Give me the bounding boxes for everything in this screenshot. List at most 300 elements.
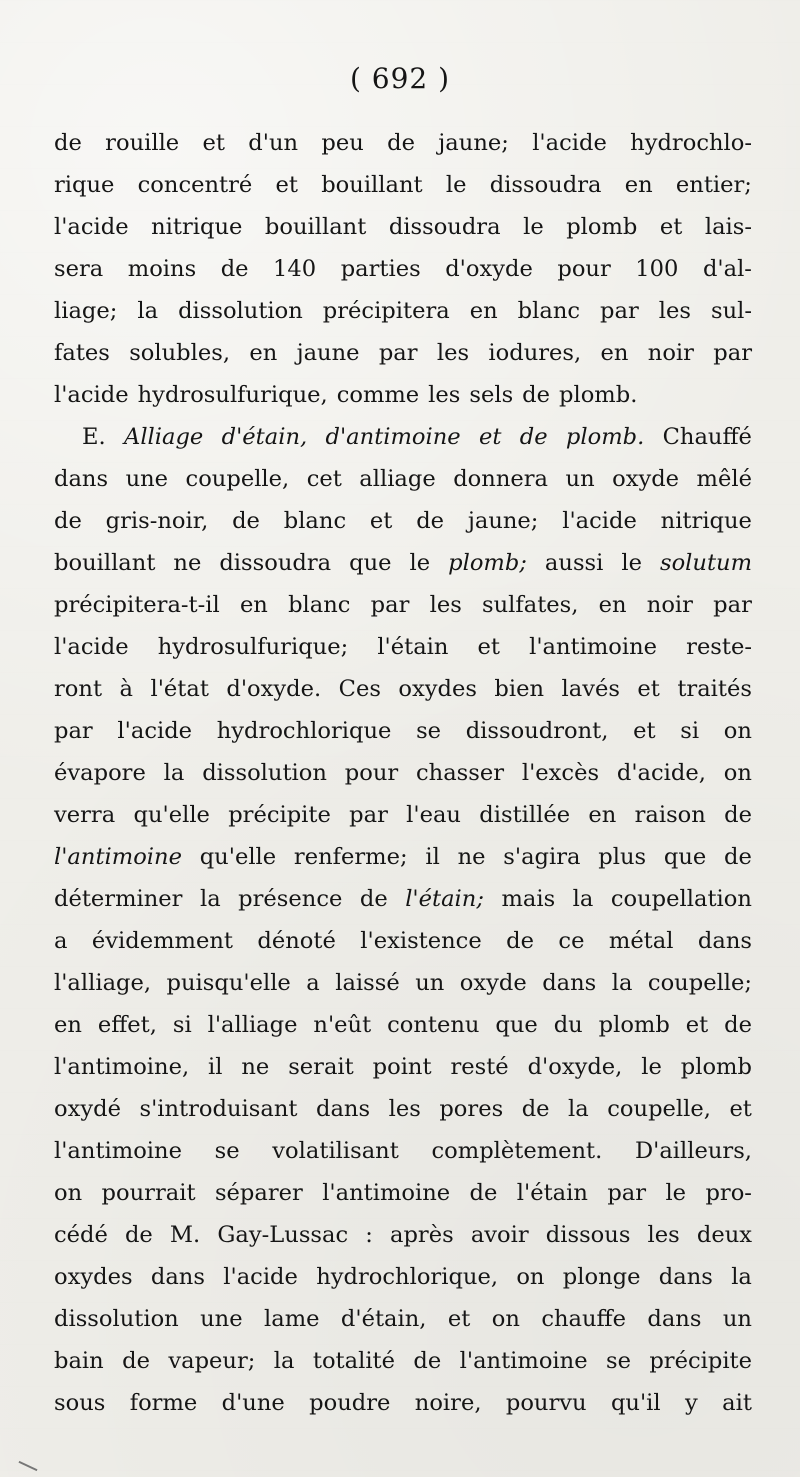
word: en xyxy=(239,592,268,618)
word: que xyxy=(349,550,392,576)
word: les xyxy=(436,340,470,366)
word: l'eau xyxy=(406,802,461,828)
text-line xyxy=(54,710,752,752)
word: iodures, xyxy=(488,340,582,366)
word: précipitera-t-il xyxy=(54,592,220,618)
word: en xyxy=(249,340,278,366)
text-line xyxy=(54,626,752,668)
word: par xyxy=(370,592,410,618)
word: de xyxy=(54,508,82,534)
word: la xyxy=(611,970,633,996)
text-line xyxy=(54,584,752,626)
word: d'étain, xyxy=(340,1306,427,1332)
word: l'antimoine xyxy=(54,1138,182,1164)
word: E. xyxy=(82,424,106,450)
text-line xyxy=(54,878,752,920)
word: Ces xyxy=(338,676,381,702)
word: par xyxy=(713,592,752,618)
word: un xyxy=(565,466,595,492)
word: a xyxy=(54,928,68,954)
word: séparer xyxy=(214,1180,303,1206)
word: mêlé xyxy=(696,466,752,492)
word: on xyxy=(491,1306,520,1332)
word: s'agira xyxy=(503,844,581,870)
word: dans xyxy=(658,1264,713,1290)
word: d'oxyde, xyxy=(527,1054,623,1080)
word: en xyxy=(54,1012,82,1038)
word: D'ailleurs, xyxy=(635,1138,752,1164)
word: de xyxy=(54,130,82,156)
word: coupellation xyxy=(610,886,752,912)
word: et xyxy=(202,130,225,156)
word: oxydes xyxy=(398,676,477,702)
word: jaune; xyxy=(438,130,509,156)
word: nitrique xyxy=(151,214,243,240)
word: d'acide, xyxy=(616,760,706,786)
word: coupelle, xyxy=(607,1096,711,1122)
word: ne xyxy=(457,844,486,870)
word: plus xyxy=(598,844,647,870)
word: l'antimoine xyxy=(322,1180,451,1206)
text-line xyxy=(54,668,752,710)
word: de xyxy=(522,382,551,408)
word: un xyxy=(415,970,445,996)
word: serait xyxy=(288,1054,354,1080)
italic-word: plomb; xyxy=(448,550,527,576)
text-line xyxy=(54,1382,752,1424)
word: comme xyxy=(336,382,420,408)
word: d'un xyxy=(248,130,299,156)
word: on xyxy=(723,760,752,786)
word: le xyxy=(445,172,467,198)
word: noire, xyxy=(414,1390,482,1416)
word: contenu xyxy=(387,1012,480,1038)
italic-word: de xyxy=(519,424,548,450)
text-line xyxy=(54,1088,752,1130)
word: reste- xyxy=(686,634,752,660)
word: dissoudra xyxy=(388,214,501,240)
word: de xyxy=(724,1012,752,1038)
word: dénoté xyxy=(257,928,336,954)
word: n'eût xyxy=(313,1012,372,1038)
word: présence xyxy=(238,886,343,912)
word: pro- xyxy=(705,1180,752,1206)
word: par xyxy=(713,340,752,366)
word: se xyxy=(214,1138,240,1164)
page-number: ( 692 ) xyxy=(349,62,451,95)
word: l'acide xyxy=(532,130,607,156)
word: dans xyxy=(647,1306,702,1332)
word: par xyxy=(349,802,388,828)
word: une xyxy=(200,1306,243,1332)
word: par xyxy=(600,298,639,324)
word: et xyxy=(477,634,500,660)
word: l'antimoine xyxy=(459,1348,588,1374)
word: hydrosulfurique, xyxy=(137,382,328,408)
word: bouillant xyxy=(264,214,367,240)
word: dissolution xyxy=(202,760,327,786)
italic-word: plomb. xyxy=(565,424,645,450)
word: bien xyxy=(494,676,545,702)
word: rouille xyxy=(105,130,180,156)
word: poudre xyxy=(309,1390,391,1416)
word: donnera xyxy=(453,466,549,492)
word: on xyxy=(516,1264,545,1290)
word: en xyxy=(624,172,653,198)
word: de xyxy=(521,1096,550,1122)
word: évidemment xyxy=(91,928,233,954)
word: l'acide xyxy=(54,634,129,660)
word: une xyxy=(125,466,169,492)
word: à xyxy=(119,676,133,702)
word: en xyxy=(600,340,629,366)
word: qu'elle xyxy=(199,844,277,870)
word: coupelle, xyxy=(185,466,290,492)
word: par xyxy=(378,340,418,366)
text-line xyxy=(82,416,752,458)
word: il xyxy=(208,1054,223,1080)
word: hydrosulfurique; xyxy=(157,634,349,660)
word: la xyxy=(163,760,185,786)
word: coupelle; xyxy=(647,970,752,996)
word: de xyxy=(724,802,752,828)
word: le xyxy=(641,1054,662,1080)
word: on xyxy=(723,718,752,744)
margin-mark xyxy=(19,1461,38,1471)
word: du xyxy=(553,1012,583,1038)
word: évapore xyxy=(54,760,146,786)
word: de xyxy=(232,508,260,534)
word: a xyxy=(306,970,320,996)
word: de xyxy=(506,928,534,954)
word: hydrochlo- xyxy=(630,130,752,156)
text-line xyxy=(54,290,752,332)
word: après xyxy=(390,1222,454,1248)
word: de xyxy=(469,1180,498,1206)
word: traités xyxy=(677,676,752,702)
word: lame xyxy=(264,1306,320,1332)
word: chasser xyxy=(416,760,505,786)
italic-word: d'étain, xyxy=(221,424,308,450)
word: précipite xyxy=(228,802,331,828)
italic-word: l'antimoine xyxy=(54,844,182,870)
word: s'introduisant xyxy=(139,1096,298,1122)
word: mais xyxy=(501,886,556,912)
word: de xyxy=(124,1222,153,1248)
word: d'une xyxy=(221,1390,285,1416)
word: l'antimoine xyxy=(529,634,658,660)
text-line xyxy=(54,248,752,290)
word: plonge xyxy=(562,1264,641,1290)
word: pour xyxy=(344,760,399,786)
word: hydrochlorique xyxy=(216,718,392,744)
word: sels xyxy=(469,382,514,408)
word: jaune; xyxy=(467,508,539,534)
word: raison xyxy=(634,802,706,828)
text-line xyxy=(54,920,752,962)
word: il xyxy=(425,844,440,870)
word: se xyxy=(605,1348,631,1374)
text-line xyxy=(54,1340,752,1382)
word: le xyxy=(665,1180,687,1206)
word: chauffe xyxy=(541,1306,626,1332)
word: d'oxyde. xyxy=(226,676,322,702)
word: bouillant xyxy=(321,172,423,198)
text-line xyxy=(54,752,752,794)
word: 100 xyxy=(635,256,679,282)
word: l'antimoine, xyxy=(54,1054,190,1080)
text-line xyxy=(54,1298,752,1340)
word: y xyxy=(685,1390,698,1416)
word: l'acide xyxy=(117,718,193,744)
word: les xyxy=(388,1096,421,1122)
word: noir xyxy=(646,592,693,618)
word: solubles, xyxy=(129,340,231,366)
word: ce xyxy=(558,928,585,954)
word: et xyxy=(637,676,660,702)
word: cet xyxy=(306,466,342,492)
word: point xyxy=(372,1054,432,1080)
word: les xyxy=(429,592,462,618)
word: dissoudront, xyxy=(465,718,609,744)
word: sera xyxy=(54,256,104,282)
word: l'alliage xyxy=(207,1012,298,1038)
word: la xyxy=(731,1264,752,1290)
word: et xyxy=(447,1306,471,1332)
word: le xyxy=(523,214,544,240)
word: de xyxy=(416,508,445,534)
text-line xyxy=(54,962,752,1004)
italic-word: solutum xyxy=(659,550,752,576)
text-line xyxy=(54,1004,752,1046)
word: oxydes xyxy=(54,1264,133,1290)
word: moins xyxy=(127,256,197,282)
word: la xyxy=(568,1096,589,1122)
word: l'étain xyxy=(377,634,449,660)
word: concentré xyxy=(137,172,253,198)
text-line xyxy=(54,1256,752,1298)
word: le xyxy=(409,550,431,576)
word: M. xyxy=(169,1222,201,1248)
word: ait xyxy=(722,1390,752,1416)
page-text xyxy=(54,122,752,1424)
word: l'acide xyxy=(562,508,637,534)
word: sulfates, xyxy=(482,592,579,618)
word: de xyxy=(359,886,388,912)
word: et xyxy=(633,718,656,744)
word: les xyxy=(428,382,461,408)
word: laissé xyxy=(335,970,400,996)
word: : xyxy=(365,1222,373,1248)
word: un xyxy=(722,1306,752,1332)
word: si xyxy=(172,1012,192,1038)
word: cédé xyxy=(54,1222,108,1248)
word: resté xyxy=(450,1054,509,1080)
word: avoir xyxy=(470,1222,529,1248)
word: gris-noir, xyxy=(105,508,209,534)
word: rique xyxy=(54,172,115,198)
word: l'alliage, xyxy=(54,970,152,996)
text-line xyxy=(54,500,752,542)
italic-word: et xyxy=(479,424,502,450)
word: dissoudra xyxy=(489,172,602,198)
word: pores xyxy=(439,1096,504,1122)
italic-word: l'étain; xyxy=(405,886,484,912)
word: l'existence xyxy=(360,928,482,954)
word: de xyxy=(387,130,415,156)
word: forme xyxy=(129,1390,198,1416)
word: en xyxy=(469,298,498,324)
word: bain xyxy=(54,1348,104,1374)
word: la xyxy=(199,886,221,912)
word: complètement. xyxy=(431,1138,603,1164)
word: ne xyxy=(173,550,202,576)
word: lavés xyxy=(561,676,620,702)
word: l'étain xyxy=(516,1180,588,1206)
word: déterminer xyxy=(54,886,183,912)
word: entier; xyxy=(675,172,752,198)
word: en xyxy=(598,592,627,618)
text-line xyxy=(54,1214,752,1256)
word: et xyxy=(275,172,298,198)
text-line xyxy=(54,122,752,164)
word: dissoudra xyxy=(219,550,332,576)
word: pourrait xyxy=(101,1180,196,1206)
word: vapeur; xyxy=(168,1348,256,1374)
word: plomb xyxy=(598,1012,670,1038)
italic-word: Alliage xyxy=(124,424,204,450)
word: pour xyxy=(557,256,611,282)
text-line xyxy=(54,542,752,584)
word: aussi xyxy=(544,550,604,576)
word: sul- xyxy=(710,298,752,324)
text-line xyxy=(54,1172,752,1214)
word: dans xyxy=(316,1096,371,1122)
word: hydrochlorique, xyxy=(316,1264,499,1290)
text-line xyxy=(54,836,752,878)
word: dissolution xyxy=(178,298,303,324)
text-line xyxy=(54,164,752,206)
word: métal xyxy=(608,928,674,954)
word: pourvu xyxy=(505,1390,587,1416)
text-line xyxy=(54,458,752,500)
word: et xyxy=(729,1096,752,1122)
word: et xyxy=(685,1012,709,1038)
word: de xyxy=(724,844,752,870)
word: la xyxy=(572,886,594,912)
word: dissolution xyxy=(54,1306,179,1332)
word: l'acide xyxy=(54,382,129,408)
word: blanc xyxy=(288,592,351,618)
word: la xyxy=(137,298,159,324)
word: se xyxy=(416,718,442,744)
word: ne xyxy=(241,1054,270,1080)
word: que xyxy=(495,1012,538,1038)
word: plomb xyxy=(680,1054,752,1080)
word: fates xyxy=(54,340,110,366)
word: verra xyxy=(54,802,116,828)
text-line xyxy=(54,1046,752,1088)
text-line xyxy=(54,1130,752,1172)
word: lais- xyxy=(704,214,752,240)
word: de xyxy=(413,1348,442,1374)
word: renferme; xyxy=(293,844,408,870)
word: ront xyxy=(54,676,103,702)
word: 140 xyxy=(273,256,317,282)
word: en xyxy=(588,802,617,828)
word: plomb xyxy=(566,214,638,240)
word: alliage xyxy=(359,466,436,492)
word: d'oxyde xyxy=(445,256,533,282)
word: la xyxy=(273,1348,295,1374)
word: noir xyxy=(647,340,694,366)
word: Chauffé xyxy=(662,424,752,450)
word: et xyxy=(659,214,683,240)
word: on xyxy=(54,1180,83,1206)
word: et xyxy=(369,508,393,534)
word: dans xyxy=(54,466,109,492)
word: blanc xyxy=(283,508,347,534)
word: dans xyxy=(542,970,597,996)
word: distillée xyxy=(479,802,571,828)
word: dissous xyxy=(545,1222,631,1248)
word: les xyxy=(647,1222,680,1248)
word: deux xyxy=(696,1222,752,1248)
text-line xyxy=(54,794,752,836)
word: blanc xyxy=(517,298,581,324)
word: que xyxy=(663,844,707,870)
word: dans xyxy=(697,928,752,954)
word: précipitera xyxy=(322,298,450,324)
text-line xyxy=(54,332,752,374)
word: l'acide xyxy=(54,214,129,240)
word: sous xyxy=(54,1390,106,1416)
word: jaune xyxy=(296,340,360,366)
text-line xyxy=(54,206,752,248)
word: puisqu'elle xyxy=(166,970,291,996)
word: les xyxy=(658,298,691,324)
word: effet, xyxy=(97,1012,157,1038)
text-line xyxy=(54,374,752,416)
word: liage; xyxy=(54,298,118,324)
word: si xyxy=(680,718,700,744)
word: de xyxy=(122,1348,150,1374)
word: oxyde xyxy=(612,466,680,492)
word: parties xyxy=(340,256,421,282)
word: précipite xyxy=(649,1348,752,1374)
word: nitrique xyxy=(660,508,752,534)
word: d'al- xyxy=(702,256,752,282)
word: oxyde xyxy=(459,970,527,996)
word: par xyxy=(54,718,93,744)
word: peu xyxy=(321,130,364,156)
word: le xyxy=(621,550,642,576)
word: qu'il xyxy=(610,1390,661,1416)
word: plomb. xyxy=(559,382,638,408)
word: l'excès xyxy=(521,760,600,786)
word: Gay-Lussac xyxy=(217,1222,349,1248)
word: par xyxy=(607,1180,647,1206)
word: qu'elle xyxy=(133,802,210,828)
word: dans xyxy=(150,1264,205,1290)
italic-word: d'antimoine xyxy=(325,424,461,450)
word: oxydé xyxy=(54,1096,121,1122)
word: de xyxy=(220,256,249,282)
word: bouillant xyxy=(54,550,156,576)
word: l'état xyxy=(150,676,209,702)
word: l'acide xyxy=(223,1264,298,1290)
word: totalité xyxy=(312,1348,396,1374)
